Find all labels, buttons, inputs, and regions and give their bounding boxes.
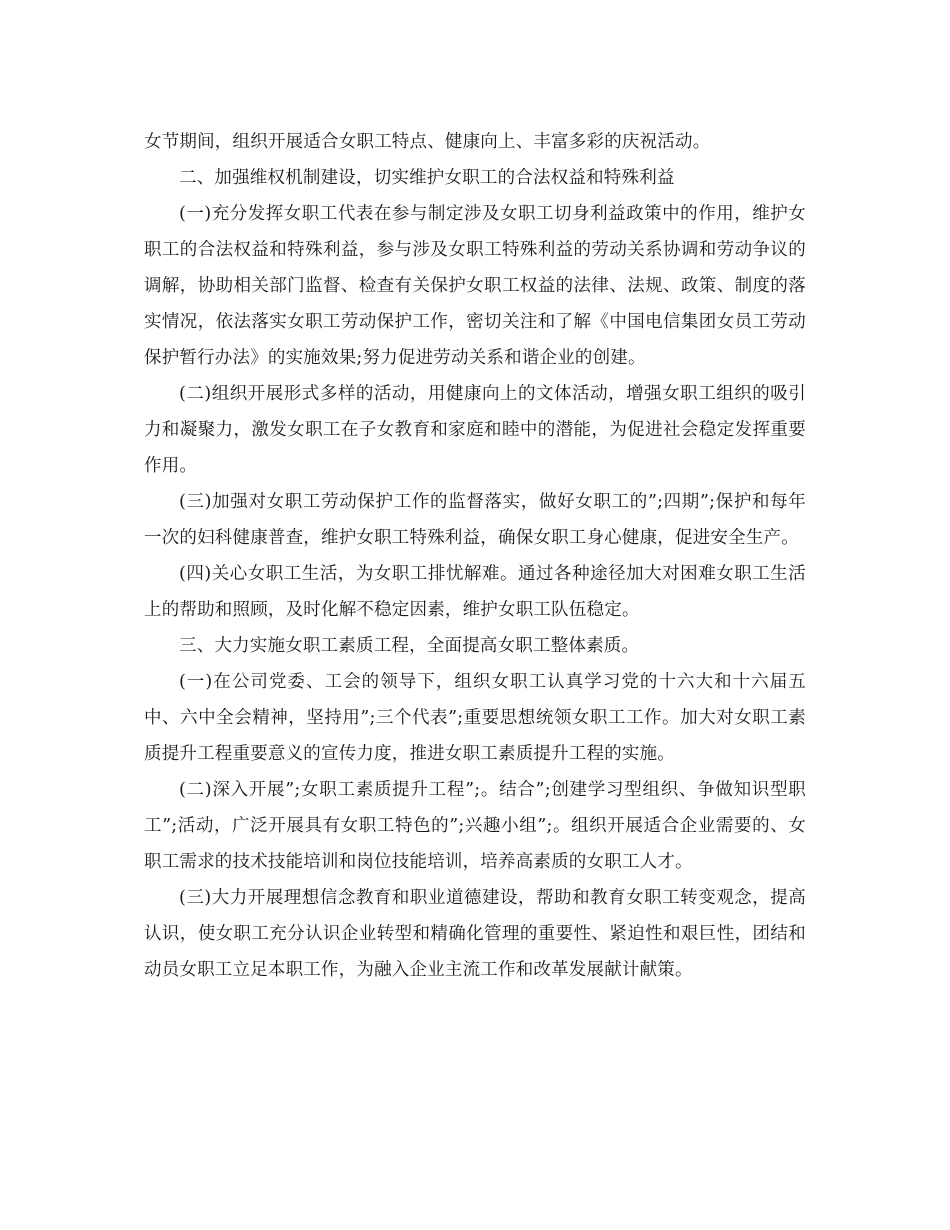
paragraph-1: 女节期间，组织开展适合女职工特点、健康向上、丰富多彩的庆祝活动。 xyxy=(144,132,711,152)
paragraph-3-2: (二)深入开展”;女职工素质提升工程”;。结合”;创建学习型组织、争做知识型职工”;活动，广泛开展具有女职工特色的”;兴趣小组”;。组织开展适合企业需要的、女职工需求的技术技能培训和岗位技能培训，培养高素质的女职工人才。 xyxy=(144,780,806,872)
document-body xyxy=(144,124,806,988)
paragraph-2-3: (三)加强对女职工劳动保护工作的监督落实，做好女职工的”;四期”;保护和每年一次的妇科健康普查，维护女职工特殊利益，确保女职工身心健康，促进安全生产。 xyxy=(144,492,806,548)
paragraph-3-1: (一)在公司党委、工会的领导下，组织女职工认真学习党的十六大和十六届五中、六中全会精神，坚持用”;三个代表”;重要思想统领女职工工作。加大对女职工素质提升工程重要意义的宣传力度，推进女职工素质提升工程的实施。 xyxy=(144,672,806,764)
paragraph-3-3: (三)大力开展理想信念教育和职业道德建设，帮助和教育女职工转变观念，提高认识，使女职工充分认识企业转型和精确化管理的重要性、紧迫性和艰巨性，团结和动员女职工立足本职工作，为融入企业主流工作和改革发展献计献策。 xyxy=(144,888,806,980)
paragraph-2-1: (一)充分发挥女职工代表在参与制定涉及女职工切身利益政策中的作用，维护女职工的合法权益和特殊利益，参与涉及女职工特殊利益的劳动关系协调和劳动争议的调解，协助相关部门监督、检查有关保护女职工权益的法律、法规、政策、制度的落实情况，依法落实女职工劳动保护工作，密切关注和了解《中国电信集团女员工劳动保护暂行办法》的实施效果;努力促进劳动关系和谐企业的创建。 xyxy=(144,204,806,368)
paragraph-2-2: (二)组织开展形式多样的活动，用健康向上的文体活动，增强女职工组织的吸引力和凝聚力，激发女职工在子女教育和家庭和睦中的潜能，为促进社会稳定发挥重要作用。 xyxy=(144,384,806,476)
section-heading-2: 二、加强维权机制建设，切实维护女职工的合法权益和特殊利益 xyxy=(179,168,675,188)
section-heading-3: 三、大力实施女职工素质工程，全面提高女职工整体素质。 xyxy=(179,636,640,656)
paragraph-2-4: (四)关心女职工生活，为女职工排忧解难。通过各种途径加大对困难女职工生活上的帮助和照顾，及时化解不稳定因素，维护女职工队伍稳定。 xyxy=(144,564,806,620)
